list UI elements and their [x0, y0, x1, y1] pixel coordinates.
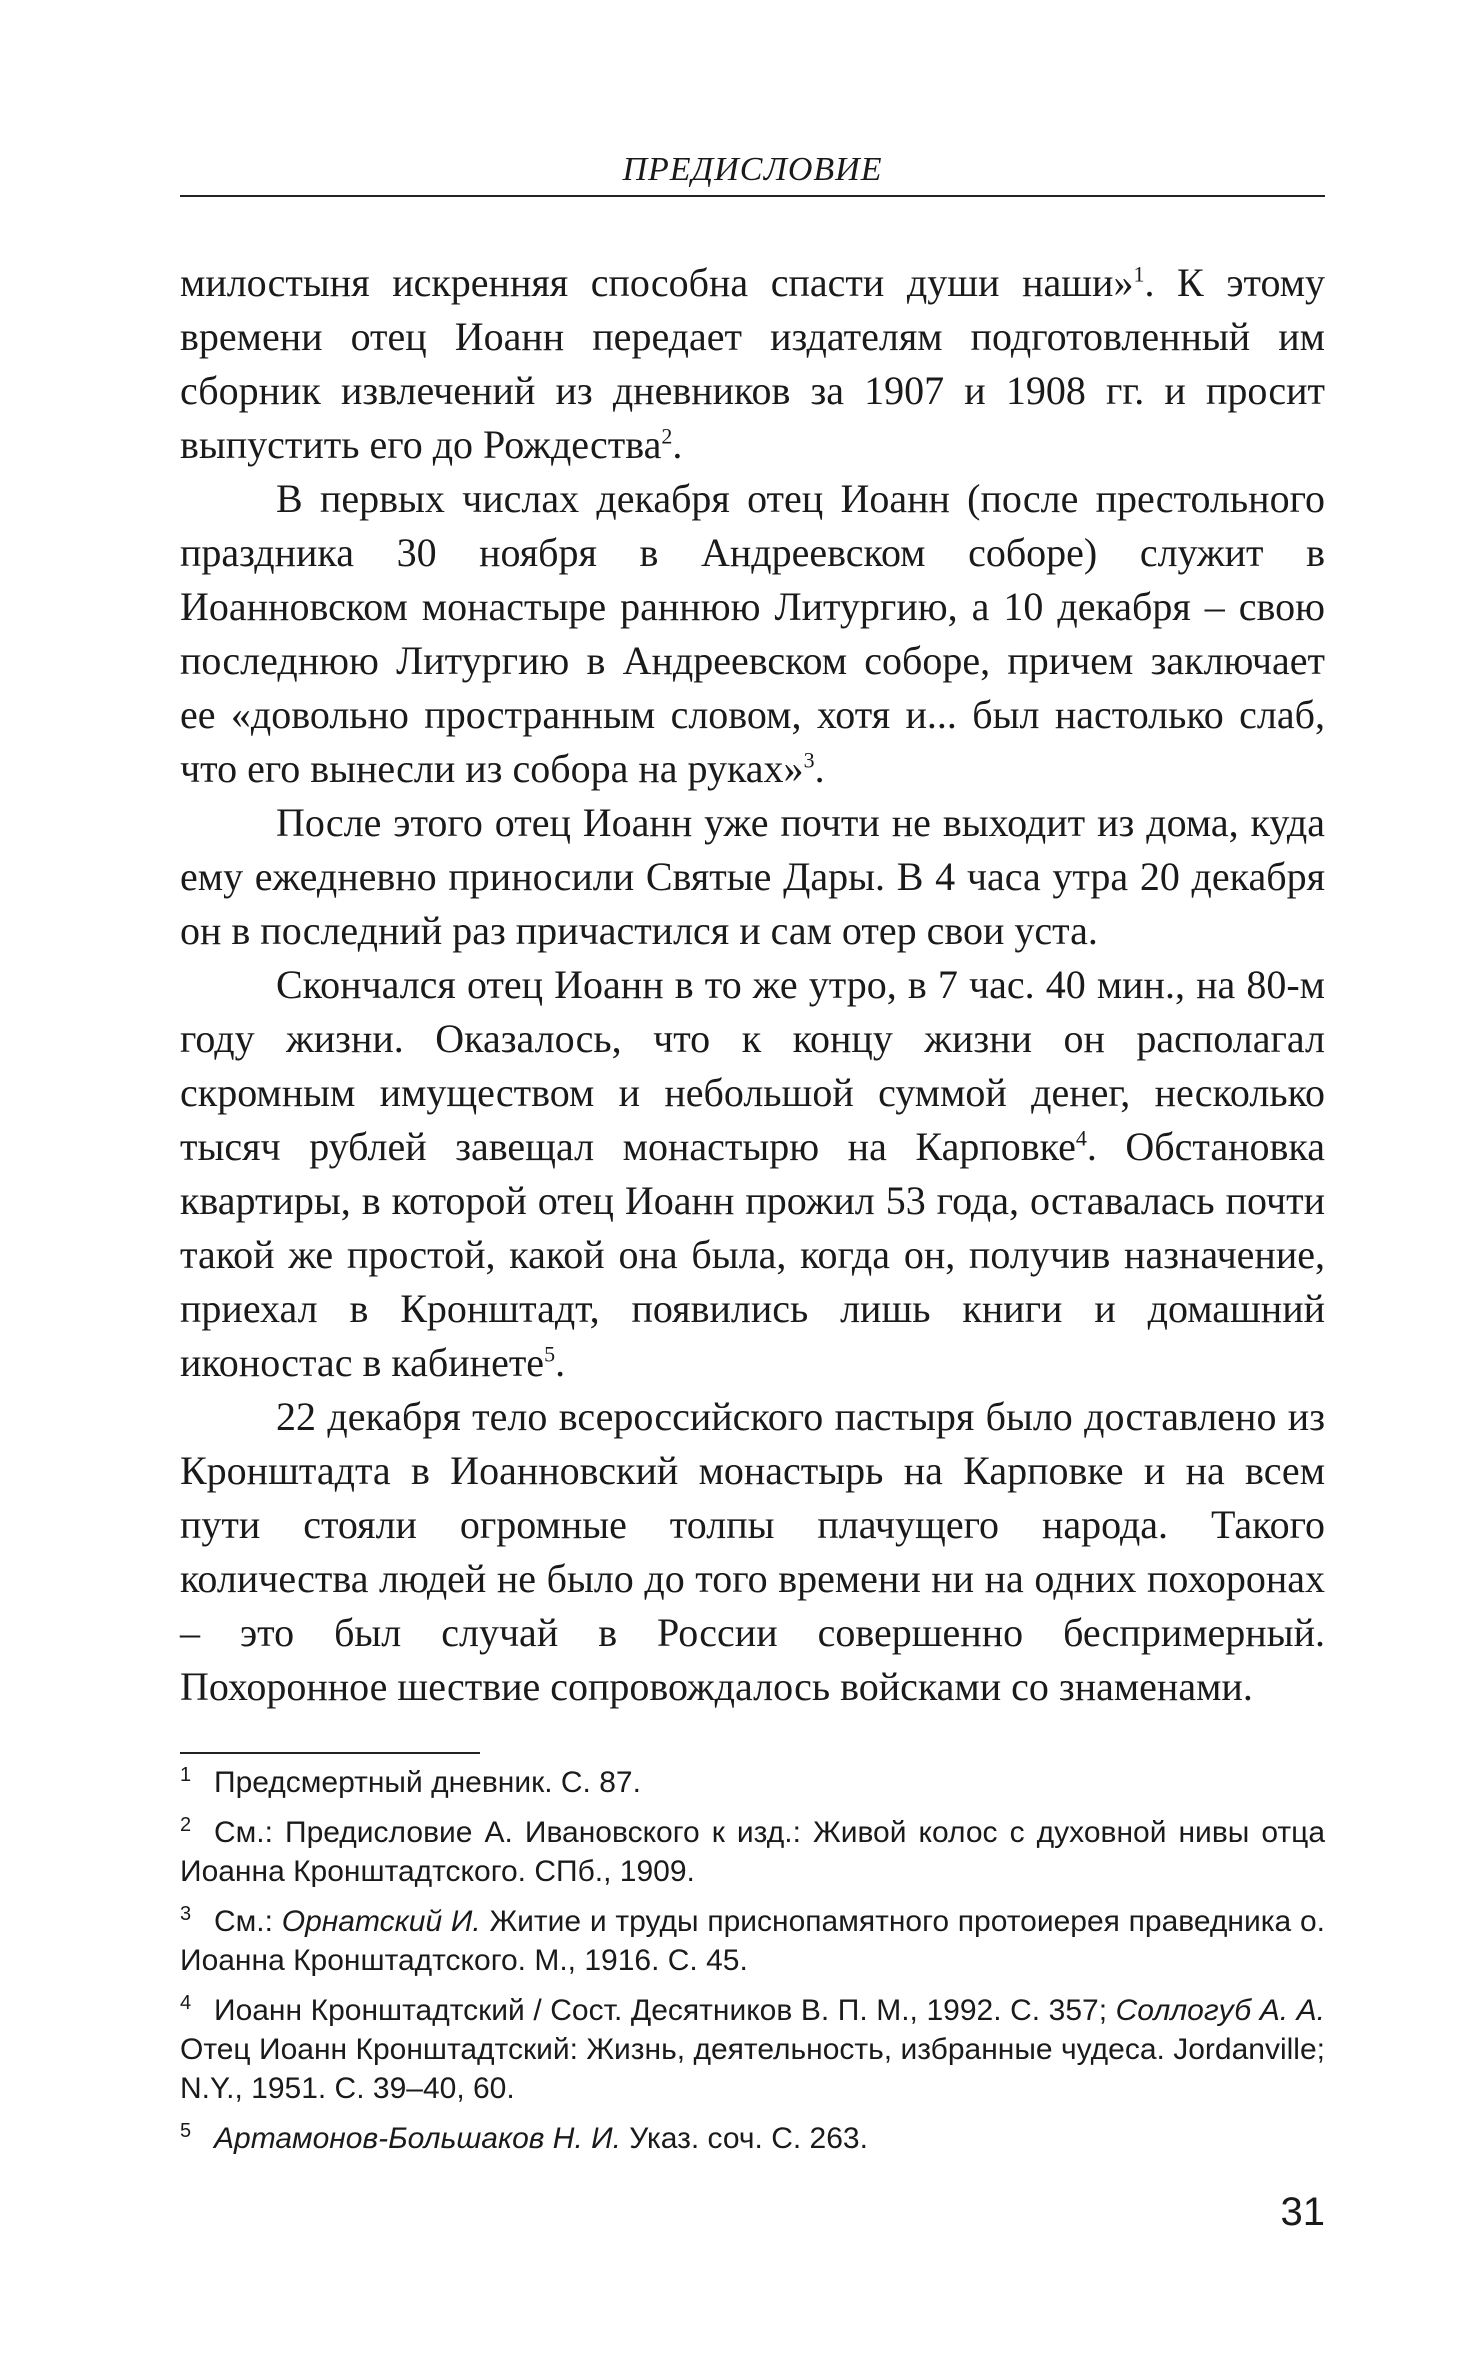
- paragraph-1-text-a: милостыня искренняя способна спасти души наши»: [180, 260, 1134, 305]
- footnote-rule: [180, 1752, 480, 1754]
- running-head: ПРЕДИСЛОВИЕ: [622, 151, 883, 188]
- paragraph-3: После этого отец Иоанн уже почти не выходит из дома, куда ему ежедневно приносили Святые Дары. В 4 часа утра 20 декабря он в последний раз причастился и сам отер свои уста.: [180, 800, 1325, 953]
- paragraph-1: [180, 256, 1325, 472]
- footnote-text: Отец Иоанн Кронштадтский: Жизнь, деятельность, избранные чудеса. Jordanville; N.Y., 1951. С. 39–40, 60.: [180, 2033, 1325, 2105]
- paragraph-4-text-b: . Обстановка квартиры, в которой отец Иоанн прожил 53 года, оставалась почти такой же простой, какой она была, когда он, получив назначение, приехал в Кронштадт, появились лишь книги и домашний иконостас в кабинете: [180, 1124, 1326, 1385]
- footnote-4: 4 Иоанн Кронштадтский / Сост. Десятников В. П. М., 1992. С. 357; Соллогуб А. А. Отец Иоанн Кронштадтский: Жизнь, деятельность, избранные чудеса. Jordanville; N.Y., 1951. С. 39–40, 60.: [180, 1992, 1326, 2105]
- footnote-3: 3 См.: Орнатский И. Житие и труды приснопамятного протоиерея праведника о. Иоанна Кронштадтского. М., 1916. С. 45.: [180, 1903, 1326, 1977]
- paragraph-4-text-a: Скончался отец Иоанн в то же утро, в 7 час. 40 мин., на 80-м году жизни. Оказалось, что к концу жизни он располагал скромным имуществом и небольшой суммой денег, несколько тысяч рублей завещал монастырю на Карповке: [180, 962, 1325, 1169]
- paragraph-4: [180, 958, 1325, 1390]
- footnote-author: Орнатский И.: [281, 1905, 481, 1938]
- footnote-ref-3[interactable]: 3: [803, 747, 815, 773]
- paragraph-2-text-a: В первых числах декабря отец Иоанн (после престольного праздника 30 ноября в Андреевском соборе) служит в Иоанновском монастыре раннюю Литургию, а 10 декабря – свою последнюю Литургию в Андреевском соборе, причем заключает ее «довольно пространным словом, хотя и... был настолько слаб, что его вынесли из собора на руках»: [180, 476, 1325, 791]
- paragraph-1-text-c: .: [672, 422, 683, 467]
- book-page: [180, 0, 1325, 2362]
- paragraph-2-text-b: .: [814, 746, 825, 791]
- paragraph-1-text-b: . К этому времени отец Иоанн передает издателям подготовленный им сборник извлечений из дневников за 1907 и 1908 гг. и просит выпустить его до Рождества: [180, 260, 1326, 467]
- footnote-ref-1[interactable]: 1: [1133, 261, 1145, 287]
- footnote-ref-5[interactable]: 5: [544, 1341, 556, 1367]
- paragraph-2: [180, 472, 1325, 796]
- paragraph-5: 22 декабря тело всероссийского пастыря было доставлено из Кронштадта в Иоанновский монастырь на Карповке и на всем пути стояли огромные толпы плачущего народа. Такого количества людей не было до того времени ни на одних похоронах – это был случай в России совершенно беспримерный. Похоронное шествие сопровождалось войсками со знаменами.: [180, 1394, 1325, 1709]
- footnotes: [180, 1763, 1325, 2169]
- footnote-text: Житие и труды приснопамятного протоиерея праведника о. Иоанна Кронштадтского. М., 1916. С. 45.: [180, 1905, 1326, 1977]
- footnote-ref-2[interactable]: 2: [661, 423, 673, 449]
- footnote-prefix: См.:: [214, 1905, 282, 1938]
- footnote-text: Предсмертный дневник. С. 87.: [214, 1766, 641, 1799]
- paragraph-4-text-c: .: [555, 1340, 566, 1385]
- footnote-ref-4[interactable]: 4: [1075, 1125, 1087, 1151]
- footnote-text: См.: Предисловие А. Ивановского к изд.: Живой колос с духовной нивы отца Иоанна Кронштадтского. СПб., 1909.: [180, 1816, 1325, 1888]
- footnote-author: Соллогуб А. А.: [1115, 1994, 1326, 2027]
- main-text: [180, 256, 1325, 1714]
- footnote-text: Указ. соч. С. 263.: [620, 2122, 868, 2155]
- footnote-2: 2 См.: Предисловие А. Ивановского к изд.: Живой колос с духовной нивы отца Иоанна Кронштадтского. СПб., 1909.: [180, 1814, 1325, 1888]
- footnote-prefix: Иоанн Кронштадтский / Сост. Десятников В. П. М., 1992. С. 357;: [214, 1994, 1116, 2027]
- footnote-author: Артамонов-Большаков Н. И.: [214, 2122, 621, 2155]
- footnote-5: 5 Артамонов-Большаков Н. И. Указ. соч. С. 263.: [180, 2120, 868, 2155]
- footnote-1: 1 Предсмертный дневник. С. 87.: [180, 1764, 641, 1799]
- page-number: 31: [1280, 2190, 1325, 2234]
- header-rule: [180, 195, 1325, 197]
